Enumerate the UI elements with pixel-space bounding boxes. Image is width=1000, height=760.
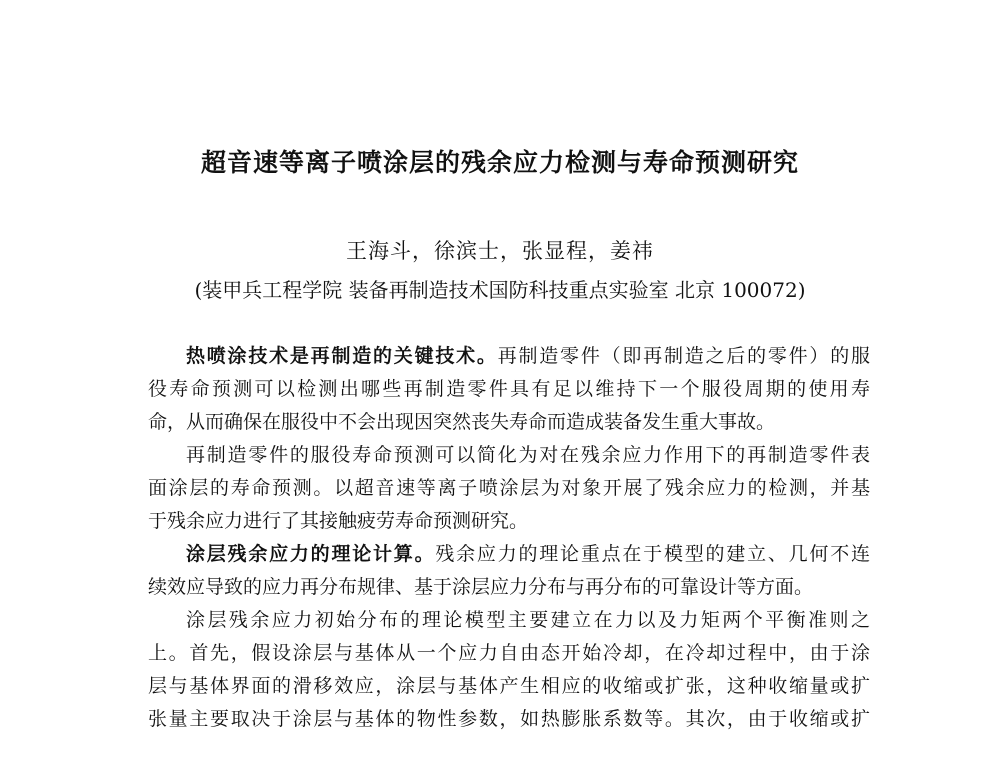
author-affiliation: (装甲兵工程学院 装备再制造技术国防科技重点实验室 北京 100072) [194, 278, 806, 302]
paragraph-2-line-2: 面涂层的寿命预测。以超音速等离子喷涂层为对象开展了残余应力的检测，并基 [148, 477, 870, 499]
paragraph-4-line-4: 张量主要取决于涂层与基体的物性参数，如热膨胀系数等。其次，由于收缩或扩 [148, 708, 870, 730]
paragraph-1-lead: 热喷涂技术是再制造的关键技术。 [186, 345, 498, 367]
author-list: 王海斗，徐滨士，张显程，姜祎 [346, 239, 654, 263]
paragraph-3-line-2: 续效应导致的应力再分布规律、基于涂层应力分布与再分布的可靠设计等方面。 [148, 576, 814, 598]
paragraph-2-line-1: 再制造零件的服役寿命预测可以简化为对在残余应力作用下的再制造零件表 [186, 444, 870, 466]
abstract-body [148, 340, 870, 736]
paragraph-1-line-3: 命，从而确保在服役中不会出现因突然丧失寿命而造成装备发生重大事故。 [148, 411, 776, 433]
paragraph-3-line-1 [148, 538, 870, 571]
paragraph-2-line-3: 于残余应力进行了其接触疲劳寿命预测研究。 [148, 510, 529, 532]
paper-title: 超音速等离子喷涂层的残余应力检测与寿命预测研究 [200, 148, 799, 177]
paragraph-4-line-1: 涂层残余应力初始分布的理论模型主要建立在力以及力矩两个平衡准则之 [186, 609, 870, 631]
paragraph-1-line-1-text: 再制造零件（即再制造之后的零件）的服 [497, 345, 870, 367]
paragraph-1-line-2: 役寿命预测可以检测出哪些再制造零件具有足以维持下一个服役周期的使用寿 [148, 378, 870, 400]
paragraph-4-line-3: 层与基体界面的滑移效应，涂层与基体产生相应的收缩或扩张，这种收缩量或扩 [148, 675, 870, 697]
paragraph-3-lead: 涂层残余应力的理论计算。 [186, 543, 436, 565]
paragraph-4-line-2: 上。首先，假设涂层与基体从一个应力自由态开始冷却，在冷却过程中，由于涂 [148, 642, 870, 664]
paragraph-3-line-1-text: 残余应力的理论重点在于模型的建立、几何不连 [435, 543, 870, 565]
paragraph-1-line-1 [148, 340, 870, 373]
